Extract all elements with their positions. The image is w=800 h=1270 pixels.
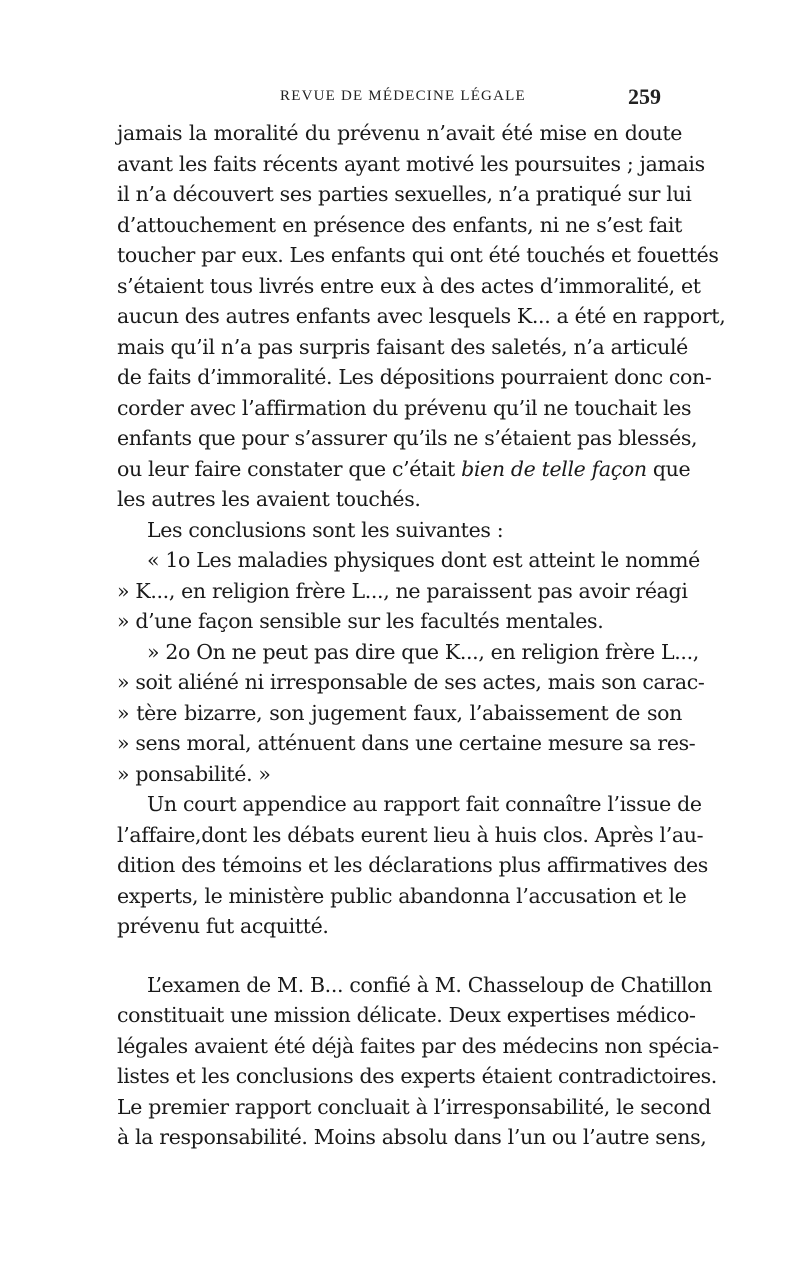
quote-line: » d’une façon sensible sur les facultés mentales. (117, 609, 604, 633)
paragraph-conclusions-intro: Les conclusions sont les suivantes : (147, 517, 504, 542)
paragraph-appendix (117, 789, 708, 942)
text-segment: ou leur faire constater que c’était (117, 456, 462, 481)
text-line: prévenu fut acquitté. (117, 914, 329, 938)
page-header (0, 84, 800, 114)
text-line: jamais la moralité du prévenu n’avait été mise en doute (117, 121, 682, 145)
quote-line: » K..., en religion frère L..., ne paraissent pas avoir réagi (117, 578, 688, 603)
text-line: il n’a découvert ses parties sexuelles, n’a pratiqué sur lui (117, 182, 692, 206)
page-number: 259 (628, 84, 661, 109)
text-line: aucun des autres enfants avec lesquels K... a été en rapport, (117, 304, 726, 328)
text-line: experts, le ministère public abandonna l’accusation et le (117, 883, 687, 908)
quote-line: » sens moral, atténuent dans une certaine mesure sa res- (117, 731, 696, 755)
text-line: avant les faits récents ayant motivé les poursuites ; jamais (117, 151, 705, 176)
text-line: Un court appendice au rapport fait connaître l’issue de (147, 792, 702, 816)
paragraph-testimony (117, 118, 726, 515)
text-line: corder avec l’affirmation du prévenu qu’il ne touchait les (117, 395, 692, 420)
quote-line: » 2o On ne peut pas dire que K..., en religion frère L..., (147, 639, 699, 664)
quote-line: « 1o Les maladies physiques dont est atteint le nommé (147, 548, 700, 572)
text-line: enfants que pour s’assurer qu’ils ne s’étaient pas blessés, (117, 426, 698, 450)
text-line: d’attouchement en présence des enfants, ni ne s’est fait (117, 212, 682, 237)
text-line: Le premier rapport concluait à l’irresponsabilité, le second (117, 1094, 711, 1119)
body-text (117, 118, 726, 1153)
conclusions-quote (117, 545, 705, 789)
text-line: listes et les conclusions des experts étaient contradictoires. (117, 1064, 717, 1088)
text-line: dition des témoins et les déclarations plus affirmatives des (117, 853, 708, 877)
quote-line: » soit aliéné ni irresponsable de ses actes, mais son carac- (117, 670, 705, 694)
text-line: L’examen de M. B... confié à M. Chasseloup de Chatillon (147, 972, 713, 997)
quote-line: » tère bizarre, son jugement faux, l’abaissement de son (117, 700, 682, 725)
text-line: mais qu’il n’a pas surpris faisant des saletés, n’a articulé (117, 334, 688, 359)
section-gap (117, 942, 682, 970)
text-segment: que (646, 456, 691, 481)
italic-phrase: bien de telle façon (461, 456, 647, 481)
paragraph-examination (117, 970, 719, 1153)
quote-line: » ponsabilité. » (117, 761, 271, 786)
text-line: s’étaient tous livrés entre eux à des actes d’immoralité, et (117, 273, 701, 298)
text-line: de faits d’immoralité. Les dépositions pourraient donc con- (117, 365, 712, 389)
running-head: REVUE DE MÉDECINE LÉGALE (280, 88, 526, 104)
text-line: constituait une mission délicate. Deux expertises médico- (117, 1003, 696, 1027)
text-line: à la responsabilité. Moins absolu dans l’un ou l’autre sens, (117, 1125, 707, 1149)
text-line: l’affaire,dont les débats eurent lieu à huis clos. Après l’au- (117, 822, 704, 847)
text-line-italic (117, 454, 691, 485)
text-line: toucher par eux. Les enfants qui ont été touchés et fouettés (117, 243, 719, 267)
text-line: légales avaient été déjà faites par des médecins non spécia- (117, 1033, 719, 1058)
text-line: les autres les avaient touchés. (117, 487, 421, 511)
